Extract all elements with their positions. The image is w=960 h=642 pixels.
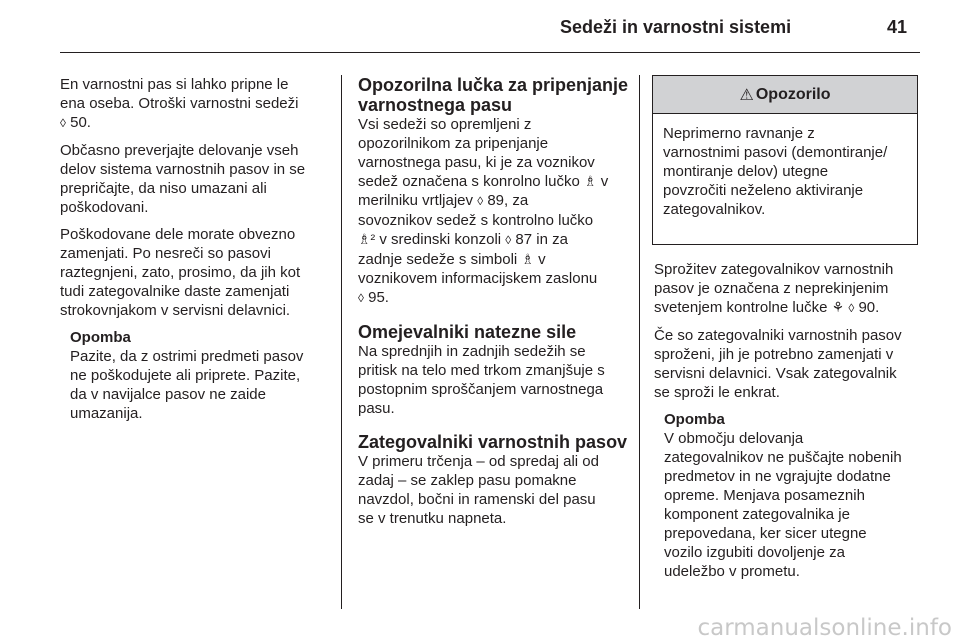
seatbelt-warning-icon: ♗ bbox=[521, 251, 534, 267]
page-header-title: Sedeži in varnostni sistemi bbox=[560, 17, 792, 37]
warning-box bbox=[652, 75, 918, 245]
reference-arrow-icon: ◊ bbox=[477, 194, 484, 208]
section-heading-seatbelt-reminder: Opozorilna lučka za pripenjanje varnostnega pasu bbox=[358, 75, 629, 115]
column-3 bbox=[654, 260, 922, 581]
column-1 bbox=[60, 75, 335, 423]
warning-title: Opozorilo bbox=[755, 85, 831, 103]
seatbelt-warning-icon: ♗ bbox=[583, 173, 597, 189]
column-divider-right bbox=[639, 75, 640, 609]
section-body-pretensioners: V primeru trčenja – od spredaj ali od zadaj – se zaklep pasu pomakne navzdol, bočni in ramenski del pasu se v trenutku napneta. bbox=[358, 453, 599, 527]
note-title: Opomba bbox=[664, 411, 725, 428]
header-rule bbox=[60, 52, 920, 53]
paragraph-3: Poškodovane dele morate obvezno zamenjati. Po nesreči so pasovi raztegnjeni, zato, prosimo, da jih kot tudi zategovalnike daste zamenjati strokovnjakom v servisni delavnici. bbox=[60, 226, 301, 319]
paragraph-1: En varnostni pas si lahko pripne le ena oseba. Otroški varnostni sedeži ◊ 50. bbox=[60, 76, 299, 131]
column-2 bbox=[358, 75, 636, 536]
section-heading-pretensioners: Zategovalniki varnostnih pasov bbox=[358, 432, 628, 452]
note-block: Opomba V območju delovanja zategovalnikov ne puščajte nobenih predmetov in ne vgrajujte dodatne opreme. Menjava posameznih komponent zategovalnika je prepovedana, ker sicer utegne vozilo izgubiti dovoljenje za udeležbo v prometu. bbox=[664, 410, 922, 581]
watermark: carmanualsonline.info bbox=[697, 615, 952, 641]
note-title: Opomba bbox=[70, 329, 131, 346]
reference-arrow-icon: ◊ bbox=[60, 116, 66, 130]
section-body-seatbelt-reminder: Vsi sedeži so opremljeni z opozorilnikom za pripenjanje varnostnega pasu, ki je za voznikov sedež označena s konrolno lučko ♗ v merilniku vrtljajev ◊ 89, za sovoznikov sedež s kontrolno lučko ♗² v sredinski konzoli ◊ 87 in za zadnje sedeže s simboli ♗ v voznikovem informacijskem zaslonu ◊ 95. bbox=[358, 116, 609, 306]
reference-arrow-icon: ◊ bbox=[505, 233, 512, 247]
paragraph-2: Občasno preverjajte delovanje vseh delov sistema varnostnih pasov in se prepričajte, da niso umazani ali poškodovani. bbox=[60, 142, 306, 216]
warning-triangle-icon: ⚠ bbox=[739, 86, 754, 104]
column-divider-left bbox=[341, 75, 342, 609]
airbag-warning-icon: ⚘ bbox=[831, 299, 845, 315]
seatbelt-passenger-icon: ♗² bbox=[358, 231, 376, 247]
paragraph-pretensioner-replace: Če so zategovalniki varnostnih pasov sproženi, jih je potrebno zamenjati v servisni delavnici. Vsak zategovalnik se sproži le enkrat. bbox=[654, 327, 902, 401]
paragraph-pretensioner-indicator: Sprožitev zategovalnikov varnostnih pasov je označena z neprekinjenim svetenjem kontrolne lučke ⚘ ◊ 90. bbox=[654, 261, 894, 316]
warning-body: Neprimerno ravnanje z varnostnimi pasovi (demontiranje/ montiranje delov) utegne povzročiti neželeno aktiviranje zategovalnikov. bbox=[663, 125, 888, 218]
warning-box-header bbox=[653, 76, 917, 114]
reference-arrow-icon: ◊ bbox=[358, 291, 364, 305]
note-block: Opomba Pazite, da z ostrimi predmeti pasov ne poškodujete ali priprete. Pazite, da v navijalce pasov ne zaide umazanija. bbox=[70, 328, 335, 423]
section-body-force-limiters: Na sprednjih in zadnjih sedežih se pritisk na telo med trkom zmanjšuje s postopnim sproščanjem varnostnega pasu. bbox=[358, 343, 605, 417]
page-number: 41 bbox=[887, 17, 908, 37]
section-heading-force-limiters: Omejevalniki natezne sile bbox=[358, 322, 577, 342]
reference-arrow-icon: ◊ bbox=[848, 301, 855, 315]
